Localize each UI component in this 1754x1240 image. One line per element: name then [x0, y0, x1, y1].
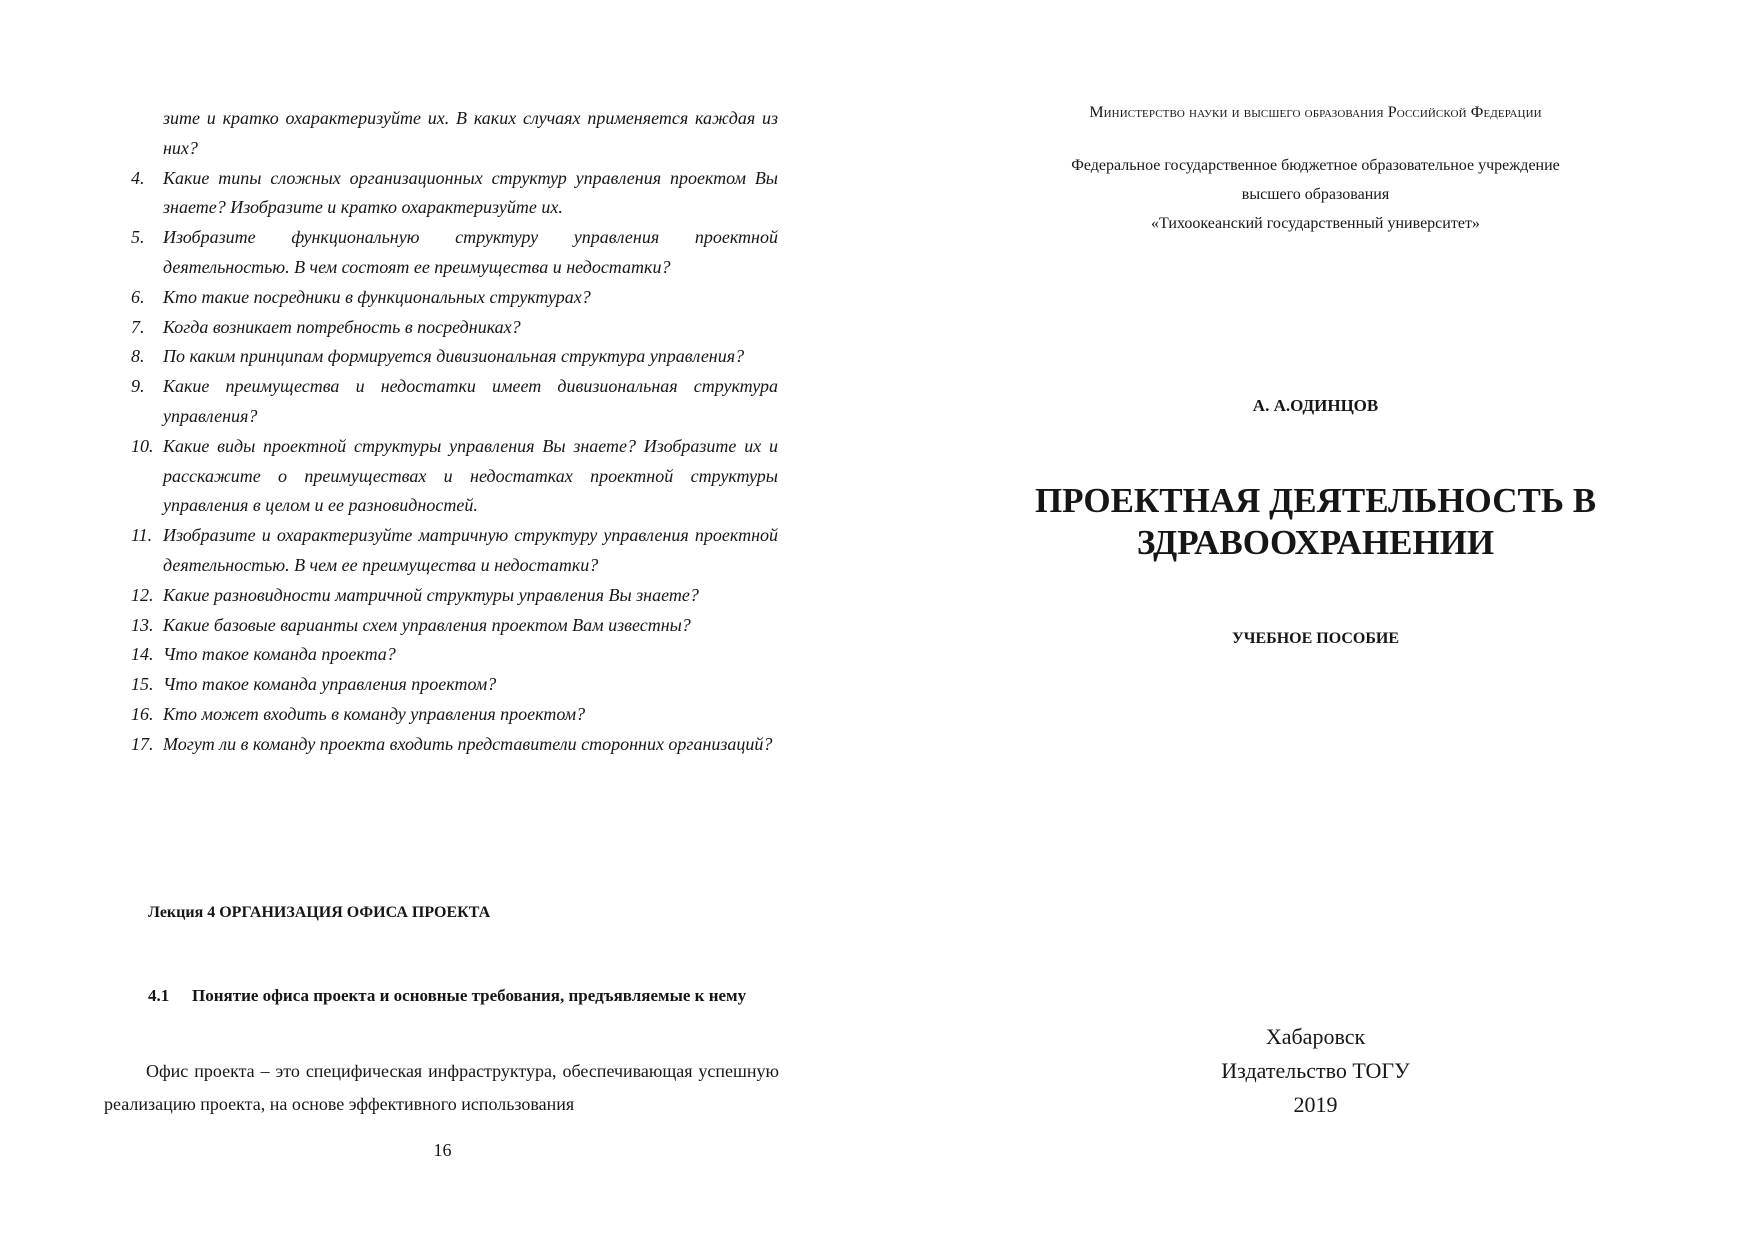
- question-text: Какие базовые варианты схем управления проектом Вам известны?: [163, 614, 691, 635]
- author-name: А. А.ОДИНЦОВ: [1252, 396, 1379, 415]
- imprint-city: Хабаровск: [1265, 1024, 1366, 1049]
- question-text: Изобразите функциональную структуру управления проектной деятельностью. В чем состоят ее преимущества и недостатки?: [163, 227, 778, 277]
- list-item: [131, 164, 778, 224]
- question-text: Что такое команда управления проектом?: [163, 674, 497, 695]
- institution-line: высшего образования: [1241, 186, 1390, 203]
- body-paragraph: Офис проекта – это специфическая инфраструктура, обеспечивающая успешную реализацию проекта, на основе эффективного использования: [104, 1061, 779, 1114]
- review-questions-list: [131, 104, 778, 760]
- question-text: Изобразите и охарактеризуйте матричную структуру управления проектной деятельностью. В чем ее преимущества и недостатки?: [163, 525, 778, 575]
- question-number: 8.: [131, 346, 145, 367]
- question-text: Кто может входить в команду управления проектом?: [163, 703, 586, 724]
- institution-line: «Тихоокеанский государственный университет»: [1151, 215, 1480, 232]
- question-number: 9.: [131, 376, 145, 397]
- question-number: 6.: [131, 286, 145, 307]
- list-item: [131, 342, 778, 372]
- question-number: 12.: [131, 584, 154, 605]
- question-text: Какие разновидности матричной структуры управления Вы знаете?: [163, 584, 699, 605]
- question-text: зите и кратко охарактеризуйте их. В каких случаях применяется каждая из них?: [163, 108, 778, 158]
- right-page-title: [877, 0, 1754, 1240]
- question-text: Когда возникает потребность в посредниках?: [163, 316, 521, 337]
- question-text: Кто такие посредники в функциональных структурах?: [163, 286, 591, 307]
- imprint-publisher: Издательство ТОГУ: [1221, 1058, 1410, 1083]
- question-number: 17.: [131, 733, 154, 754]
- book-title-line: ЗДРАВООХРАНЕНИИ: [1136, 523, 1495, 562]
- book-type: УЧЕБНОЕ ПОСОБИЕ: [1231, 630, 1400, 647]
- ministry-line: Министерство науки и высшего образования Российской Федерации: [1089, 104, 1542, 121]
- list-item: [131, 730, 778, 760]
- list-item: [131, 581, 778, 611]
- question-number: 7.: [131, 316, 145, 337]
- question-text: По каким принципам формируется дивизиональная структура управления?: [163, 346, 745, 367]
- question-text: Какие преимущества и недостатки имеет дивизиональная структура управления?: [163, 376, 778, 426]
- question-number: 13.: [131, 614, 154, 635]
- list-item: [131, 700, 778, 730]
- imprint-year: 2019: [1293, 1092, 1338, 1117]
- list-item: [131, 640, 778, 670]
- list-item: [131, 432, 778, 521]
- list-item: [131, 283, 778, 313]
- book-title: [877, 480, 1754, 564]
- list-item: [131, 313, 778, 343]
- imprint-block: [877, 1020, 1754, 1122]
- question-number: 5.: [131, 227, 145, 248]
- section-number: 4.1: [148, 986, 170, 1005]
- book-title-line: ПРОЕКТНАЯ ДЕЯТЕЛЬНОСТЬ В: [1034, 481, 1597, 520]
- institution-block: [877, 151, 1754, 238]
- list-item: [131, 521, 778, 581]
- list-item: [131, 104, 778, 164]
- question-number: 11.: [131, 525, 153, 546]
- page-number: [0, 1140, 877, 1161]
- question-number: 4.: [131, 167, 145, 188]
- question-text: Что такое команда проекта?: [163, 644, 396, 665]
- question-number: 14.: [131, 644, 154, 665]
- page-number-text: 16: [433, 1140, 452, 1160]
- question-text: Могут ли в команду проекта входить представители сторонних организаций?: [163, 733, 773, 754]
- section-heading: [148, 981, 748, 1011]
- list-item: [131, 223, 778, 283]
- section-title: Понятие офиса проекта и основные требования, предъявляемые к нему: [192, 986, 747, 1005]
- question-number: 10.: [131, 435, 154, 456]
- list-item: [131, 372, 778, 432]
- institution-line: Федеральное государственное бюджетное образовательное учреждение: [1071, 157, 1560, 174]
- list-item: [131, 611, 778, 641]
- question-text: Какие типы сложных организационных структур управления проектом Вы знаете? Изобразите и кратко охарактеризуйте их.: [163, 167, 778, 218]
- question-number: 15.: [131, 674, 154, 695]
- list-item: [131, 670, 778, 700]
- question-text: Какие виды проектной структуры управления Вы знаете? Изобразите их и расскажите о преимуществах и недостатках проектной структуры управления в целом и ее разновидностей.: [163, 435, 778, 516]
- lecture-heading: Лекция 4 ОРГАНИЗАЦИЯ ОФИСА ПРОЕКТА: [148, 904, 491, 921]
- question-number: 16.: [131, 703, 154, 724]
